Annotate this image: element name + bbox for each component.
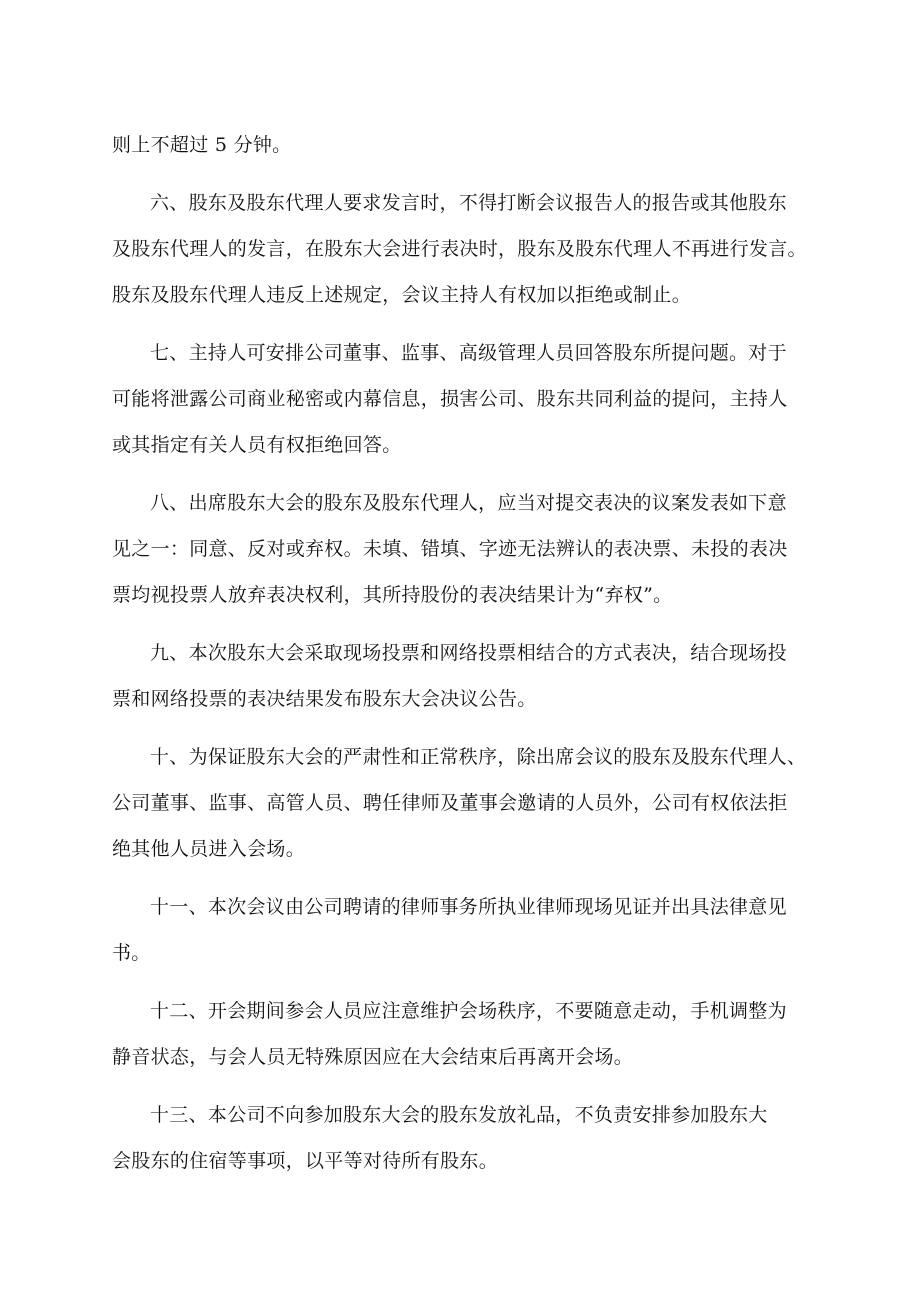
text-line: 七、主持人可安排公司董事、监事、高级管理人员回答股东所提问题。对于: [150, 342, 787, 364]
text-line: 十三、本公司不向参加股东大会的股东发放礼品，不负责安排参加股东大: [150, 1104, 768, 1126]
text-line: 及股东代理人的发言，在股东大会进行表决时，股东及股东代理人不再进行发言。: [112, 238, 807, 260]
text-line: 见之一：同意、反对或弃权。未填、错填、字迹无法辨认的表决票、未投的表决: [112, 538, 788, 560]
text-line: 书。: [112, 942, 151, 964]
text-line: 静音状态，与会人员无特殊原因应在大会结束后再离开会场。: [112, 1046, 634, 1068]
paragraph-item-6: [112, 180, 824, 318]
text-line: 则上不超过 5 分钟。: [112, 134, 292, 156]
text-line: 或其指定有关人员有权拒绝回答。: [112, 434, 402, 456]
text-line: 绝其他人员进入会场。: [112, 838, 306, 860]
paragraph-spacer: [112, 618, 824, 630]
paragraph-spacer: [112, 976, 824, 988]
text-line: 票均视投票人放弃表决权利，其所持股份的表决结果计为“弃权”。: [112, 584, 673, 606]
text-line: 股东及股东代理人违反上述规定，会议主持人有权加以拒绝或制止。: [112, 284, 692, 306]
text-line: 八、出席股东大会的股东及股东代理人，应当对提交表决的议案发表如下意: [150, 492, 787, 514]
document-body: [112, 122, 824, 1184]
paragraph-spacer: [112, 872, 824, 884]
text-line: 会股东的住宿等事项，以平等对待所有股东。: [112, 1150, 499, 1172]
paragraph-item-10: [112, 734, 824, 872]
paragraph-item-13: [112, 1092, 824, 1184]
paragraph-continuation: [112, 122, 824, 168]
paragraph-item-7: [112, 330, 824, 468]
paragraph-spacer: [112, 468, 824, 480]
text-line: 十二、开会期间参会人员应注意维护会场秩序，不要随意走动，手机调整为: [150, 1000, 787, 1022]
text-line: 六、股东及股东代理人要求发言时，不得打断会议报告人的报告或其他股东: [150, 192, 787, 214]
paragraph-item-12: [112, 988, 824, 1080]
text-line: 十、为保证股东大会的严肃性和正常秩序，除出席会议的股东及股东代理人、: [150, 746, 807, 768]
text-line: 十一、本次会议由公司聘请的律师事务所执业律师现场见证并出具法律意见: [150, 896, 787, 918]
text-line: 票和网络投票的表决结果发布股东大会决议公告。: [112, 688, 537, 710]
paragraph-spacer: [112, 168, 824, 180]
paragraph-spacer: [112, 1080, 824, 1092]
paragraph-spacer: [112, 318, 824, 330]
text-line: 九、本次股东大会采取现场投票和网络投票相结合的方式表决，结合现场投: [150, 642, 787, 664]
paragraph-item-9: [112, 630, 824, 722]
text-line: 公司董事、监事、高管人员、聘任律师及董事会邀请的人员外，公司有权依法拒: [112, 792, 788, 814]
paragraph-item-8: [112, 480, 824, 618]
paragraph-item-11: [112, 884, 824, 976]
text-line: 可能将泄露公司商业秘密或内幕信息，损害公司、股东共同利益的提问，主持人: [112, 388, 788, 410]
paragraph-spacer: [112, 722, 824, 734]
